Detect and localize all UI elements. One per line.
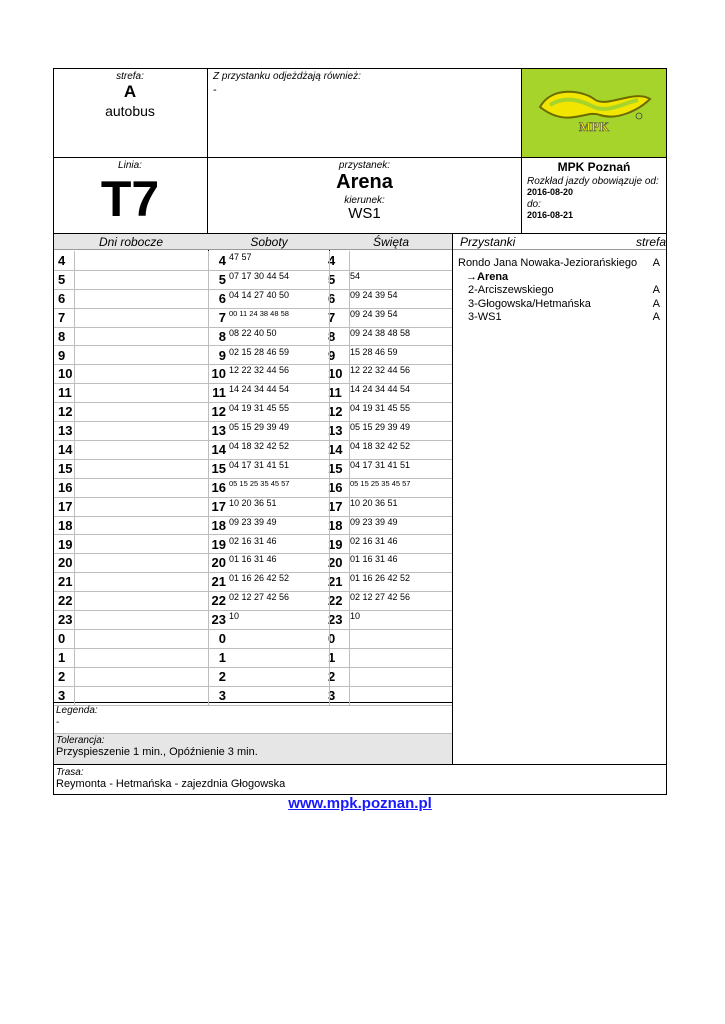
- weekday-hour: 18: [58, 517, 73, 533]
- weekday-hour: 2: [58, 668, 66, 684]
- cell-divider: [208, 346, 209, 365]
- cell-divider: [349, 289, 350, 308]
- cell-divider: [208, 610, 209, 629]
- cell-divider: [208, 289, 209, 308]
- company-name: MPK Poznań: [557, 160, 631, 174]
- cell-divider: [74, 516, 75, 535]
- cell-divider: [329, 535, 330, 554]
- divider: [53, 157, 667, 158]
- holiday-hour: 21: [328, 574, 343, 590]
- holiday-hour: 17: [328, 498, 343, 514]
- cell-divider: [349, 402, 350, 421]
- holiday-hour: 3: [328, 687, 336, 703]
- holiday-minutes: 54: [350, 270, 361, 281]
- tolerance-label: Tolerancja:: [56, 735, 105, 746]
- holiday-minutes: 15 28 46 59: [350, 346, 398, 357]
- stop-name: Arena: [477, 270, 509, 283]
- table-row: [54, 383, 452, 403]
- cell-divider: [74, 553, 75, 572]
- cell-divider: [208, 364, 209, 383]
- holiday-minutes: 04 19 31 45 55: [350, 403, 411, 414]
- table-row: [54, 308, 452, 328]
- table-row: [54, 648, 452, 668]
- table-row: [54, 553, 452, 573]
- stop-item: [458, 257, 660, 269]
- cell-divider: [349, 421, 350, 440]
- saturday-minutes: 02 12 27 42 56: [229, 592, 290, 603]
- stop-name: 2-Arciszewskiego: [468, 284, 554, 296]
- holiday-hour: 9: [328, 347, 336, 363]
- cell-divider: [329, 364, 330, 383]
- cell-divider: [349, 572, 350, 591]
- cell-divider: [329, 402, 330, 421]
- holiday-hour: 16: [328, 479, 343, 495]
- legend-value: -: [56, 717, 60, 728]
- stop-zone: A: [652, 297, 660, 310]
- cell-divider: [329, 591, 330, 610]
- cell-divider: [329, 686, 330, 705]
- holiday-hour: 0: [328, 631, 336, 646]
- saturday-hour: 12: [211, 404, 226, 420]
- saturday-minutes: 04 18 32 42 52: [229, 441, 290, 451]
- cell-divider: [349, 346, 350, 365]
- stop-name: 3-WS1: [468, 311, 502, 323]
- direction-label: kierunek:: [344, 195, 385, 206]
- cell-divider: [208, 667, 209, 686]
- saturday-hour: 8: [218, 328, 226, 344]
- divider: [53, 764, 667, 765]
- cell-divider: [208, 402, 209, 421]
- holiday-hour: 5: [328, 271, 336, 287]
- zone-label: strefa:: [116, 71, 144, 82]
- saturday-hour: 23: [211, 612, 226, 628]
- table-row: [54, 459, 452, 479]
- weekday-hour: 20: [58, 555, 73, 571]
- table-row: [54, 327, 452, 347]
- table-row: [54, 402, 452, 422]
- holiday-minutes: 09 24 38 48 58: [350, 327, 411, 338]
- holiday-hour: 7: [328, 309, 336, 325]
- cell-divider: [208, 440, 209, 459]
- holiday-hour: 6: [328, 290, 336, 306]
- weekday-hour: 23: [58, 612, 73, 628]
- cell-divider: [329, 270, 330, 289]
- holiday-hour: 4: [328, 253, 336, 268]
- cell-divider: [208, 497, 209, 516]
- cell-divider: [329, 516, 330, 535]
- valid-to-date: 2016-08-21: [527, 210, 574, 220]
- saturday-hour: 7: [218, 309, 226, 325]
- weekday-hour: 9: [58, 347, 66, 363]
- cell-divider: [208, 686, 209, 705]
- holiday-minutes: 09 23 39 49: [350, 516, 398, 527]
- cell-divider: [329, 497, 330, 516]
- saturday-hour: 13: [211, 423, 226, 439]
- cell-divider: [74, 251, 75, 270]
- holiday-hour: 11: [328, 385, 342, 401]
- holiday-minutes: 02 12 27 42 56: [350, 592, 411, 603]
- cell-divider: [74, 346, 75, 365]
- saturday-minutes: 12 22 32 44 56: [229, 365, 290, 376]
- table-row: [54, 346, 452, 366]
- cell-divider: [208, 553, 209, 572]
- saturday-hour: 6: [218, 290, 226, 306]
- cell-divider: [349, 459, 350, 478]
- holiday-hour: 14: [328, 442, 343, 457]
- cell-divider: [349, 383, 350, 402]
- column-weekday: Dni robocze: [98, 235, 164, 249]
- cell-divider: [74, 270, 75, 289]
- cell-divider: [329, 327, 330, 346]
- direction-value: WS1: [348, 205, 381, 222]
- table-row: [54, 686, 452, 706]
- holiday-hour: 22: [328, 593, 343, 609]
- cell-divider: [329, 251, 330, 270]
- cell-divider: [74, 459, 75, 478]
- stop-zone: A: [652, 284, 660, 296]
- valid-from-label: Rozkład jazdy obowiązuje od:: [527, 176, 659, 187]
- cell-divider: [74, 667, 75, 686]
- cell-divider: [208, 327, 209, 346]
- cell-divider: [74, 364, 75, 383]
- cell-divider: [349, 478, 350, 497]
- cell-divider: [349, 327, 350, 346]
- column-stops: Przystanki: [460, 235, 516, 249]
- cell-divider: [74, 686, 75, 705]
- saturday-minutes: 01 16 31 46: [229, 554, 277, 565]
- saturday-hour: 3: [218, 687, 226, 703]
- weekday-hour: 3: [58, 687, 66, 703]
- holiday-minutes: 04 18 32 42 52: [350, 441, 411, 451]
- table-row: [54, 572, 452, 592]
- table-row: [54, 440, 452, 460]
- weekday-hour: 5: [58, 271, 66, 287]
- column-holiday: Święta: [372, 235, 410, 249]
- saturday-minutes: 07 17 30 44 54: [229, 270, 290, 281]
- holiday-minutes: 01 16 26 42 52: [350, 573, 411, 584]
- cell-divider: [349, 535, 350, 554]
- holiday-hour: 23: [328, 612, 343, 628]
- cell-divider: [74, 648, 75, 667]
- cell-divider: [349, 364, 350, 383]
- website-link[interactable]: www.mpk.poznan.pl: [288, 795, 432, 812]
- table-row: [54, 535, 452, 555]
- holiday-hour: 18: [328, 517, 343, 533]
- saturday-minutes: 10: [229, 611, 240, 622]
- saturday-minutes: 10 20 36 51: [229, 497, 277, 508]
- table-row: [54, 591, 452, 611]
- valid-from-date: 2016-08-20: [527, 187, 574, 197]
- table-row: [54, 629, 452, 649]
- cell-divider: [349, 516, 350, 535]
- weekday-hour: 14: [58, 442, 73, 457]
- saturday-hour: 11: [212, 385, 226, 401]
- cell-divider: [349, 251, 350, 270]
- holiday-minutes: 12 22 32 44 56: [350, 365, 411, 376]
- cell-divider: [349, 270, 350, 289]
- table-row: [54, 421, 452, 441]
- holiday-hour: 8: [328, 328, 336, 344]
- weekday-hour: 4: [58, 253, 66, 268]
- weekday-hour: 19: [58, 536, 73, 552]
- cell-divider: [74, 610, 75, 629]
- stop-item: [468, 311, 660, 323]
- table-row: [54, 251, 452, 271]
- cell-divider: [329, 459, 330, 478]
- column-saturday: Soboty: [250, 235, 288, 249]
- holiday-hour: 10: [328, 366, 343, 382]
- arrow-right-icon: →: [466, 270, 477, 283]
- cell-divider: [74, 591, 75, 610]
- weekday-hour: 11: [58, 385, 72, 401]
- saturday-minutes: 05 15 25 35 45 57: [229, 478, 290, 488]
- weekday-hour: 13: [58, 423, 73, 439]
- saturday-hour: 4: [218, 253, 226, 268]
- cell-divider: [74, 327, 75, 346]
- holiday-minutes: 05 15 25 35 45 57: [350, 478, 411, 488]
- weekday-hour: 17: [58, 498, 73, 514]
- saturday-minutes: 01 16 26 42 52: [229, 573, 290, 584]
- holiday-hour: 19: [328, 536, 343, 552]
- holiday-minutes: 10: [350, 611, 361, 622]
- table-row: [54, 270, 452, 290]
- saturday-hour: 5: [218, 271, 226, 287]
- saturday-hour: 16: [211, 479, 226, 495]
- table-row: [54, 478, 452, 498]
- mpk-logo: [522, 69, 666, 157]
- saturday-minutes: 00 11 24 38 48 58: [229, 308, 289, 318]
- cell-divider: [208, 516, 209, 535]
- cell-divider: [208, 591, 209, 610]
- cell-divider: [208, 648, 209, 667]
- table-row: [54, 516, 452, 536]
- cell-divider: [74, 572, 75, 591]
- weekday-hour: 15: [58, 460, 73, 476]
- cell-divider: [349, 610, 350, 629]
- cell-divider: [349, 686, 350, 705]
- cell-divider: [208, 421, 209, 440]
- cell-divider: [329, 289, 330, 308]
- holiday-hour: 2: [328, 668, 336, 684]
- saturday-hour: 22: [211, 593, 226, 609]
- holiday-hour: 13: [328, 423, 343, 439]
- weekday-hour: 21: [58, 574, 73, 590]
- saturday-hour: 21: [211, 574, 226, 590]
- cell-divider: [74, 535, 75, 554]
- holiday-minutes: 09 24 39 54: [350, 308, 398, 319]
- cell-divider: [349, 648, 350, 667]
- cell-divider: [208, 270, 209, 289]
- valid-to-label: do:: [527, 199, 541, 210]
- holiday-minutes: 01 16 31 46: [350, 554, 398, 565]
- holiday-minutes: 05 15 29 39 49: [350, 422, 411, 433]
- table-row: [54, 610, 452, 630]
- cell-divider: [349, 667, 350, 686]
- cell-divider: [329, 478, 330, 497]
- cell-divider: [329, 610, 330, 629]
- holiday-minutes: 02 16 31 46: [350, 535, 398, 546]
- cell-divider: [74, 402, 75, 421]
- cell-divider: [349, 629, 350, 648]
- table-row: [54, 497, 452, 517]
- weekday-hour: 12: [58, 404, 73, 420]
- current-stop: [458, 271, 660, 283]
- weekday-hour: 0: [58, 631, 66, 646]
- stop-zone: A: [652, 311, 660, 323]
- saturday-hour: 17: [211, 498, 226, 514]
- saturday-minutes: 04 19 31 45 55: [229, 403, 290, 414]
- saturday-hour: 1: [218, 649, 226, 665]
- cell-divider: [349, 440, 350, 459]
- saturday-hour: 10: [211, 366, 226, 382]
- route-label: Trasa:: [56, 767, 84, 778]
- saturday-hour: 9: [218, 347, 226, 363]
- also-departing-value: -: [213, 84, 217, 96]
- cell-divider: [208, 251, 209, 270]
- saturday-minutes: 09 23 39 49: [229, 516, 277, 527]
- cell-divider: [329, 383, 330, 402]
- legend-label: Legenda:: [56, 705, 98, 716]
- saturday-hour: 20: [211, 555, 226, 571]
- saturday-minutes: 08 22 40 50: [229, 327, 277, 338]
- cell-divider: [208, 572, 209, 591]
- cell-divider: [74, 383, 75, 402]
- logo-text: MPK: [578, 119, 610, 134]
- holiday-minutes: 04 17 31 41 51: [350, 459, 411, 470]
- saturday-hour: 0: [218, 631, 226, 646]
- line-label: Linia:: [118, 160, 142, 171]
- holiday-minutes: 10 20 36 51: [350, 497, 398, 508]
- saturday-minutes: 04 17 31 41 51: [229, 459, 290, 470]
- stop-label: przystanek:: [338, 160, 391, 171]
- cell-divider: [329, 346, 330, 365]
- mpk-logo-icon: [522, 69, 666, 157]
- weekday-hour: 7: [58, 309, 66, 325]
- divider: [452, 233, 453, 764]
- cell-divider: [329, 440, 330, 459]
- stop-zone: A: [652, 257, 660, 269]
- saturday-minutes: 02 15 28 46 59: [229, 346, 290, 357]
- saturday-hour: 15: [211, 460, 226, 476]
- route-value: Reymonta - Hetmańska - zajezdnia Głogowska: [56, 778, 286, 790]
- holiday-hour: 1: [328, 649, 336, 665]
- stop-name: Rondo Jana Nowaka-Jeziorańskiego: [458, 257, 638, 269]
- cell-divider: [74, 497, 75, 516]
- cell-divider: [74, 308, 75, 327]
- cell-divider: [329, 667, 330, 686]
- also-departing-label: Z przystanku odjeżdżają również:: [213, 71, 361, 82]
- weekday-hour: 16: [58, 479, 73, 495]
- cell-divider: [349, 497, 350, 516]
- cell-divider: [329, 421, 330, 440]
- saturday-hour: 14: [211, 442, 226, 457]
- saturday-minutes: 14 24 34 44 54: [229, 384, 290, 395]
- saturday-hour: 18: [211, 517, 226, 533]
- cell-divider: [208, 535, 209, 554]
- cell-divider: [208, 308, 209, 327]
- table-row: [54, 364, 452, 384]
- cell-divider: [349, 553, 350, 572]
- holiday-hour: 20: [328, 555, 343, 571]
- stop-name: 3-Głogowska/Hetmańska: [468, 297, 591, 310]
- cell-divider: [349, 591, 350, 610]
- holiday-minutes: 09 24 39 54: [350, 289, 398, 300]
- holiday-hour: 15: [328, 460, 343, 476]
- weekday-hour: 6: [58, 290, 66, 306]
- stop-item: [468, 298, 660, 310]
- cell-divider: [74, 629, 75, 648]
- weekday-hour: 10: [58, 366, 73, 382]
- cell-divider: [208, 478, 209, 497]
- cell-divider: [74, 289, 75, 308]
- saturday-hour: 2: [218, 668, 226, 684]
- vehicle-type: autobus: [105, 103, 155, 119]
- tolerance-value: Przyspieszenie 1 min., Opóźnienie 3 min.: [56, 746, 258, 758]
- stop-name: Arena: [336, 171, 393, 193]
- cell-divider: [208, 459, 209, 478]
- saturday-minutes: 02 16 31 46: [229, 535, 277, 546]
- stop-item: [468, 284, 660, 296]
- cell-divider: [208, 629, 209, 648]
- weekday-hour: 1: [58, 649, 66, 665]
- column-zone: strefa: [636, 235, 667, 249]
- table-row: [54, 667, 452, 687]
- cell-divider: [74, 440, 75, 459]
- saturday-minutes: 04 14 27 40 50: [229, 289, 290, 300]
- holiday-minutes: 14 24 34 44 54: [350, 384, 411, 395]
- cell-divider: [329, 648, 330, 667]
- weekday-hour: 8: [58, 328, 66, 344]
- holiday-hour: 12: [328, 404, 343, 420]
- cell-divider: [208, 383, 209, 402]
- cell-divider: [329, 572, 330, 591]
- cell-divider: [329, 629, 330, 648]
- table-row: [54, 289, 452, 309]
- cell-divider: [329, 308, 330, 327]
- zone-value: A: [123, 82, 137, 101]
- cell-divider: [74, 421, 75, 440]
- weekday-hour: 22: [58, 593, 73, 609]
- cell-divider: [74, 478, 75, 497]
- cell-divider: [349, 308, 350, 327]
- saturday-minutes: 47 57: [229, 252, 252, 262]
- line-number: T7: [100, 171, 160, 227]
- saturday-minutes: 05 15 29 39 49: [229, 422, 290, 433]
- cell-divider: [329, 553, 330, 572]
- saturday-hour: 19: [211, 536, 226, 552]
